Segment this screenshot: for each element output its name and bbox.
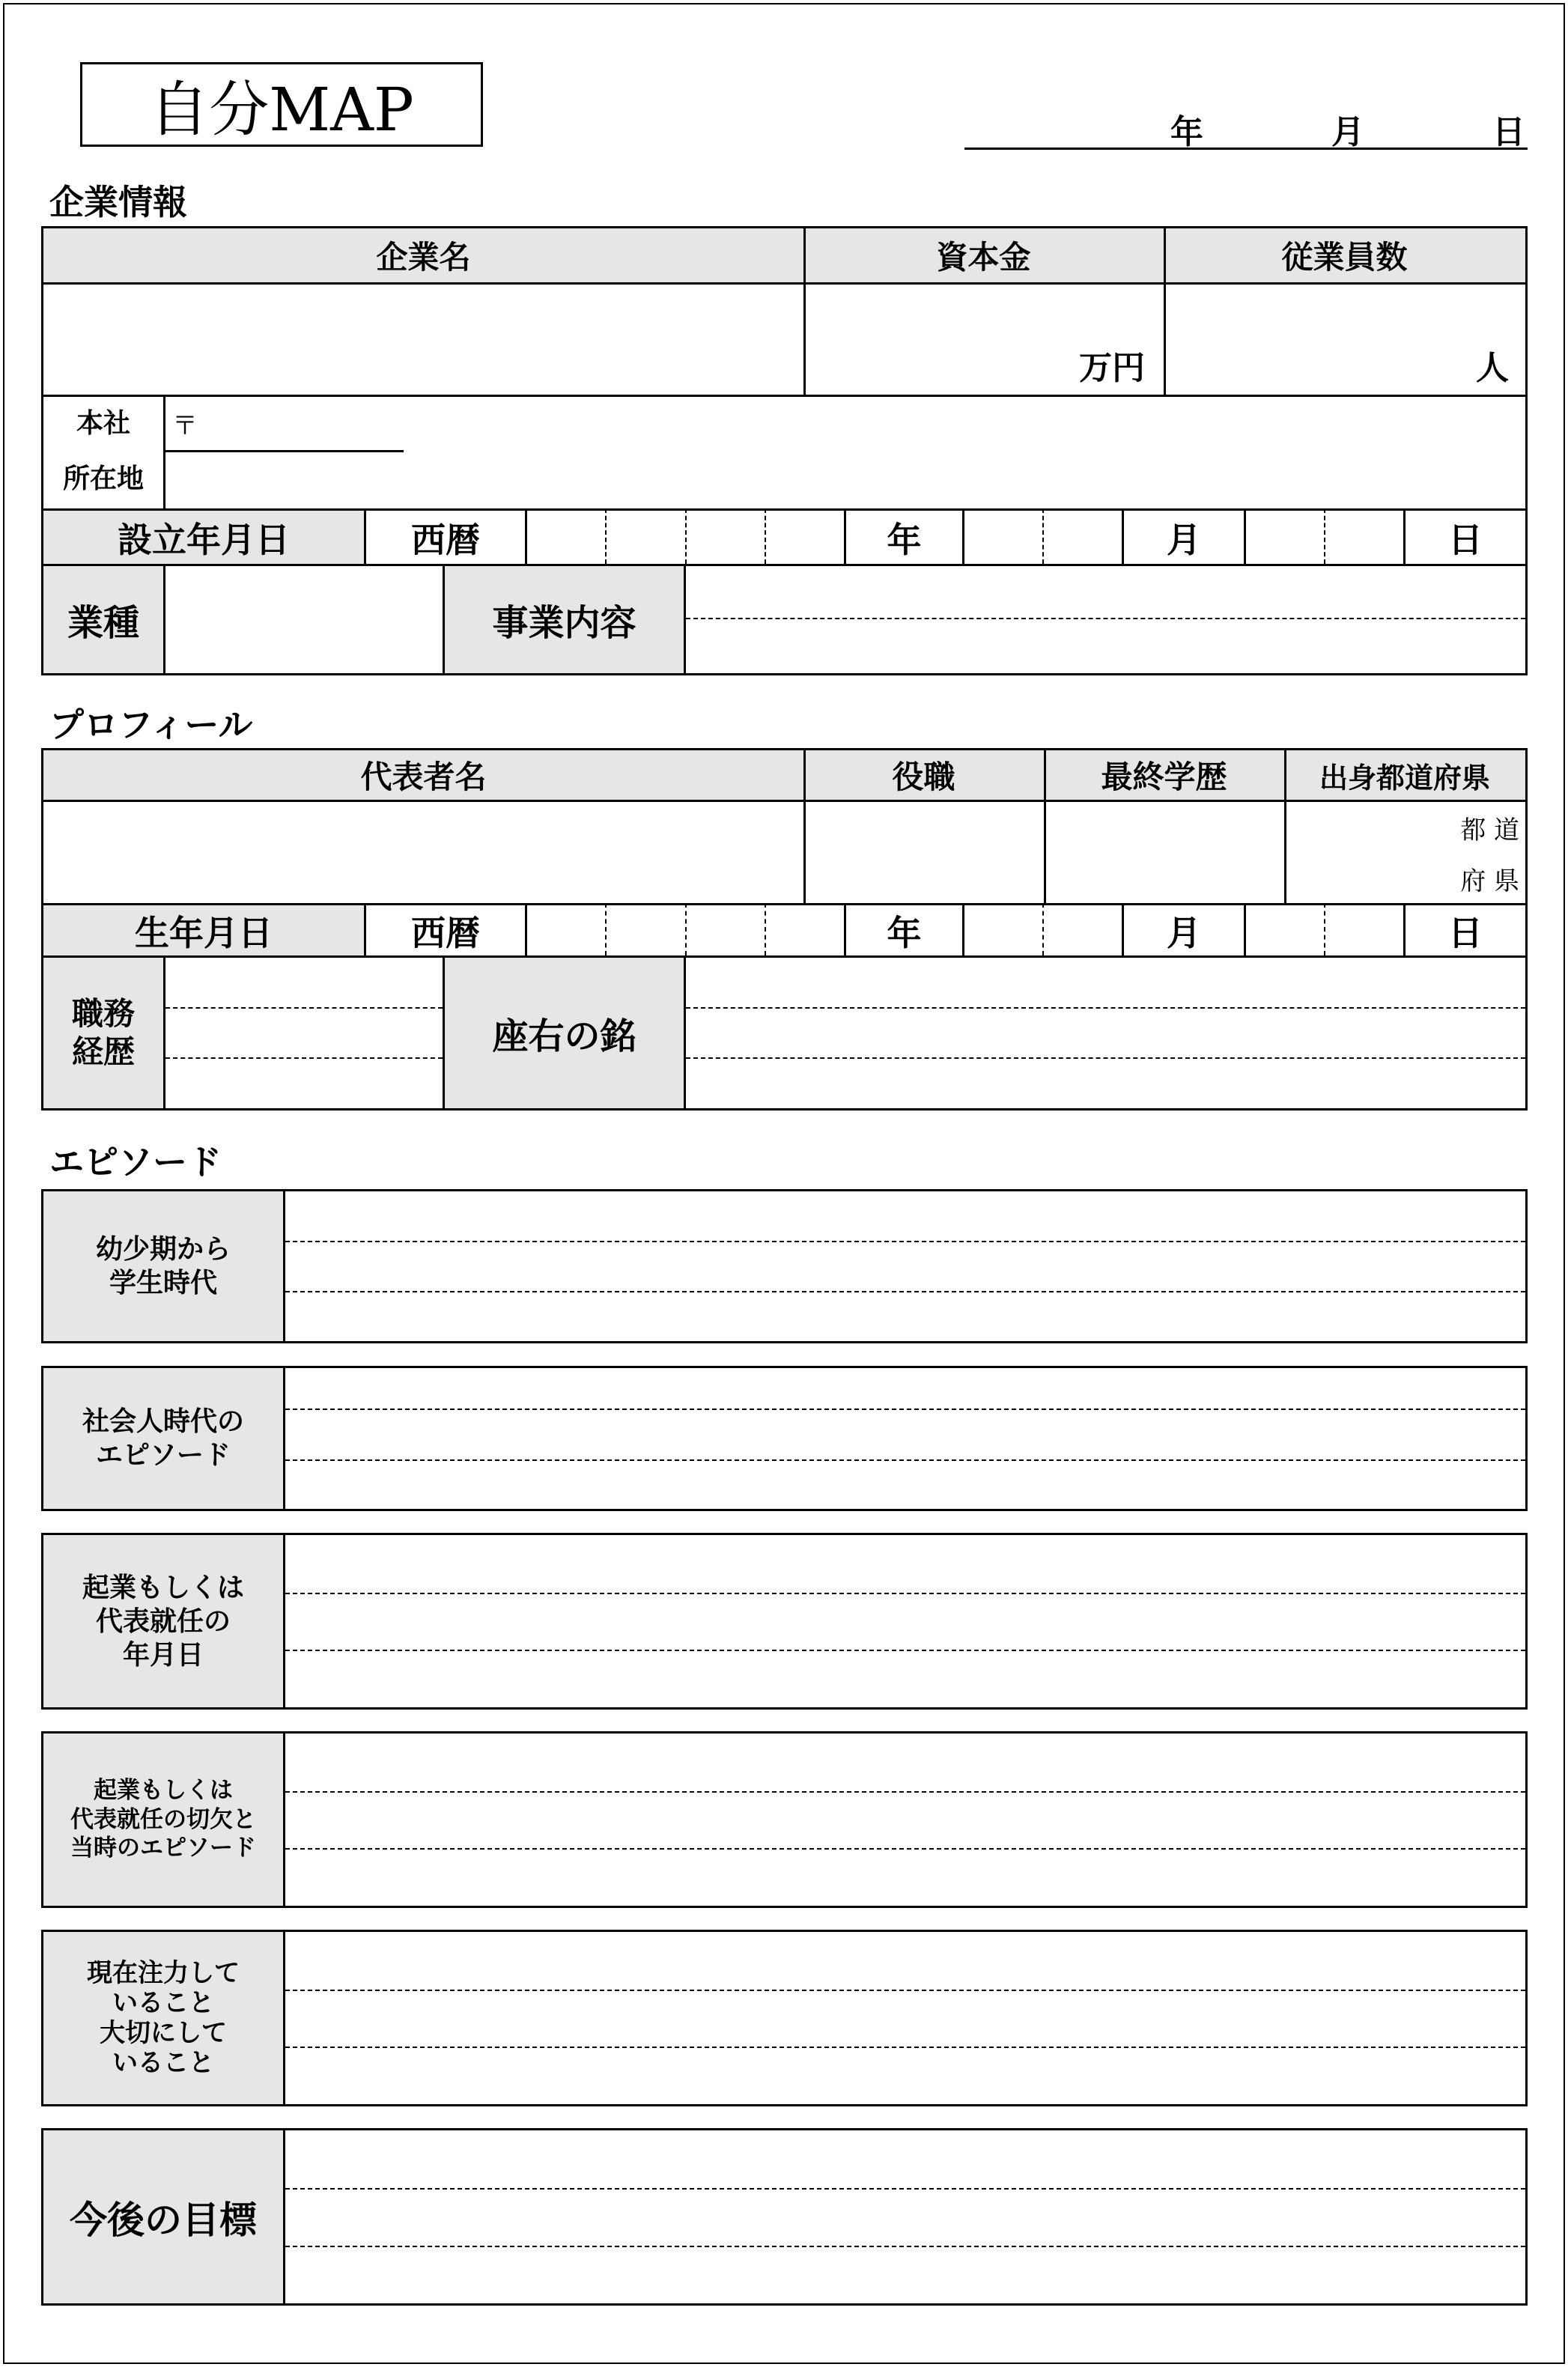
episode-label-line: いること xyxy=(112,1987,214,2018)
episode-label-line: 現在注力して xyxy=(87,1957,240,1988)
episode-label-line: 起業もしくは xyxy=(82,1571,244,1603)
date-line[interactable] xyxy=(964,105,1528,150)
business-field[interactable] xyxy=(686,566,1525,673)
founded-day-label: 日 xyxy=(1448,519,1483,560)
birth-month-label: 月 xyxy=(1167,912,1201,953)
episode-label-line: 年月日 xyxy=(122,1638,204,1671)
hometown-header: 出身都道府県 xyxy=(1319,760,1490,794)
date-year-label: 年 xyxy=(1170,113,1203,151)
hometown-field[interactable] xyxy=(1286,802,1525,903)
prefix-to-do: 都 道 xyxy=(1460,815,1519,845)
founded-era-label: 西暦 xyxy=(411,519,480,560)
prefix-fu-ken: 府 県 xyxy=(1460,866,1519,896)
birth-era-label: 西暦 xyxy=(411,912,480,953)
employees-field[interactable] xyxy=(1166,285,1525,395)
education-field[interactable] xyxy=(1046,802,1284,903)
employees-header: 従業員数 xyxy=(1281,239,1408,276)
episode-box-founding-trigger xyxy=(41,1731,1528,1908)
capital-field[interactable] xyxy=(806,285,1164,395)
page-title-text: 自分MAP xyxy=(149,75,414,145)
episode-label xyxy=(43,1535,283,1707)
education-header: 最終学歴 xyxy=(1101,759,1227,795)
birth-day-label: 日 xyxy=(1448,912,1483,953)
episode-label-line: 代表就任の切欠と xyxy=(70,1805,256,1833)
career-label-line1: 職務 xyxy=(71,995,135,1033)
founded-date-fields[interactable] xyxy=(527,511,1525,564)
founded-label: 設立年月日 xyxy=(43,511,364,564)
episode-box-future-goals xyxy=(41,2128,1528,2306)
career-field[interactable] xyxy=(165,958,443,1108)
birth-label: 生年月日 xyxy=(43,905,364,955)
episode-field[interactable] xyxy=(285,1932,1525,2104)
episode-label-line: 大切にして xyxy=(100,2018,227,2048)
episode-label xyxy=(43,1932,283,2104)
career-label-line2: 経歴 xyxy=(71,1033,135,1070)
birth-year-label: 年 xyxy=(887,912,922,953)
career-label xyxy=(43,958,163,1108)
episode-field[interactable] xyxy=(285,1368,1525,1509)
company-name-field[interactable] xyxy=(43,285,803,395)
postal-mark: 〒 xyxy=(172,411,198,441)
episode-label-line: 代表就任の xyxy=(95,1605,231,1637)
business-label: 事業内容 xyxy=(445,566,684,673)
birth-date-fields[interactable] xyxy=(527,905,1525,955)
episode-label-line: 起業もしくは xyxy=(94,1776,233,1804)
capital-unit: 万円 xyxy=(1079,349,1145,387)
founded-year-label: 年 xyxy=(887,519,922,560)
episode-field[interactable] xyxy=(285,2130,1525,2303)
episode-label-line: 社会人時代の xyxy=(82,1406,244,1437)
hq-label: 本社 xyxy=(76,407,130,439)
employees-unit: 人 xyxy=(1476,349,1509,387)
episode-label-line: 当時のエピソード xyxy=(70,1835,256,1862)
industry-field[interactable] xyxy=(165,566,443,673)
address-field[interactable] xyxy=(165,453,1525,507)
date-month-label: 月 xyxy=(1331,113,1364,151)
address-label: 所在地 xyxy=(62,463,144,494)
capital-header: 資本金 xyxy=(936,239,1031,276)
profile-table xyxy=(41,748,1528,1110)
date-day-label: 日 xyxy=(1492,113,1525,151)
episode-field[interactable] xyxy=(285,1734,1525,1906)
episode-label-line: 幼少期から xyxy=(95,1233,231,1265)
episode-label-line: 学生時代 xyxy=(109,1267,217,1298)
episode-field[interactable] xyxy=(285,1191,1525,1341)
episode-section-title: エピソード xyxy=(49,1142,222,1182)
episode-label xyxy=(43,1734,283,1906)
episode-label-line: 今後の目標 xyxy=(70,2197,257,2242)
motto-field[interactable] xyxy=(686,958,1525,1108)
episode-label xyxy=(43,1191,283,1341)
episode-box-current-focus xyxy=(41,1930,1528,2106)
page-title xyxy=(80,62,483,147)
founded-month-label: 月 xyxy=(1167,519,1201,560)
industry-label: 業種 xyxy=(43,566,163,673)
position-field[interactable] xyxy=(806,802,1044,903)
episode-field[interactable] xyxy=(285,1535,1525,1707)
rep-name-field[interactable] xyxy=(43,802,803,903)
episode-label-line: いること xyxy=(112,2048,214,2079)
episode-box-founding-date xyxy=(41,1533,1528,1710)
rep-name-header: 代表者名 xyxy=(360,759,487,795)
motto-label: 座右の銘 xyxy=(445,958,684,1108)
company-table xyxy=(41,226,1528,675)
postal-code-line[interactable] xyxy=(165,450,404,452)
position-header: 役職 xyxy=(892,759,955,795)
episode-box-childhood xyxy=(41,1189,1528,1343)
company-name-header: 企業名 xyxy=(376,239,471,276)
company-section-title: 企業情報 xyxy=(49,182,187,222)
episode-box-working-life xyxy=(41,1366,1528,1511)
episode-label xyxy=(43,2130,283,2303)
episode-label xyxy=(43,1368,283,1509)
episode-label-line: エピソード xyxy=(95,1439,231,1471)
profile-section-title: プロフィール xyxy=(49,705,253,745)
